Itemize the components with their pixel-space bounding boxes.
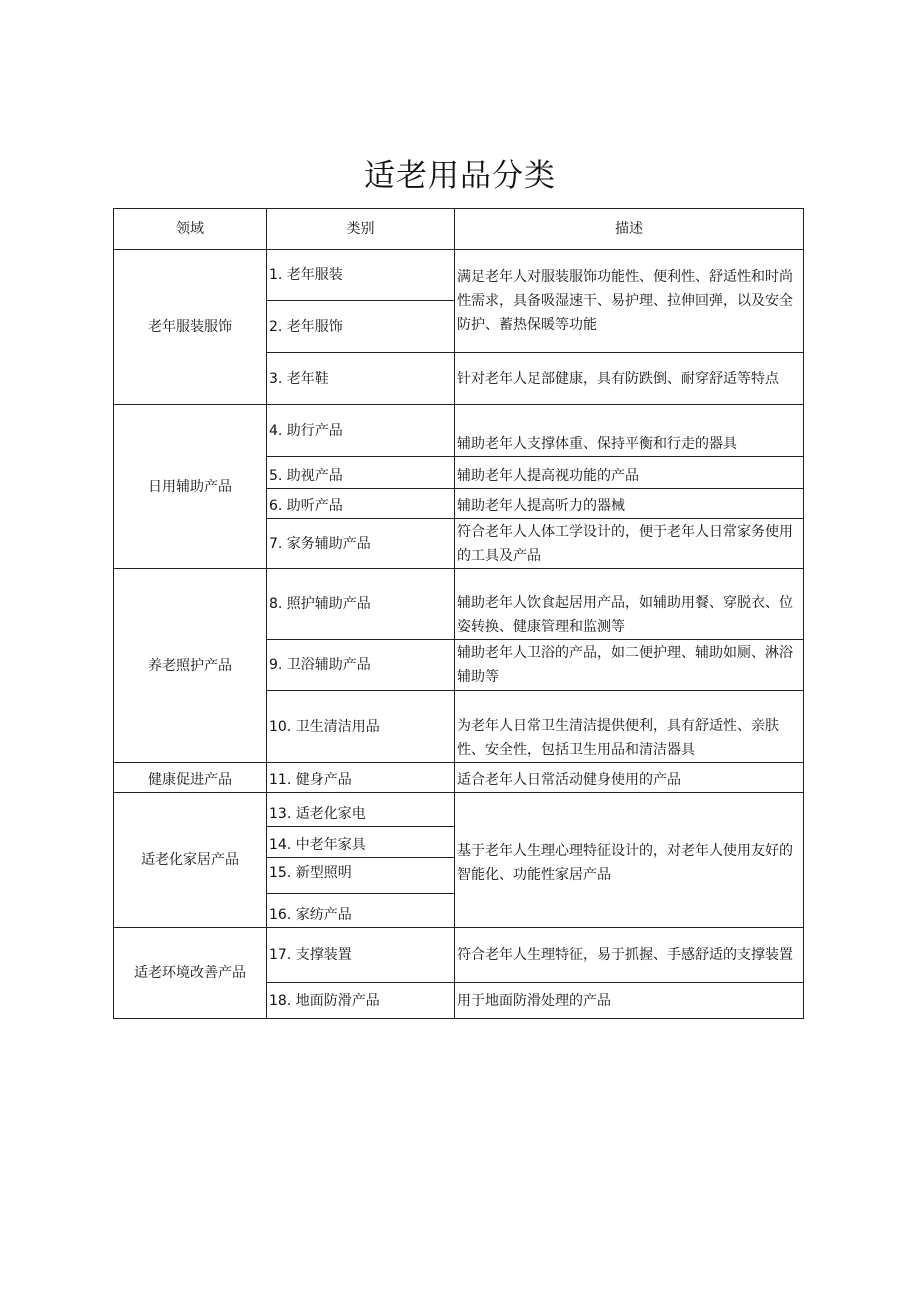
table-row (114, 928, 804, 983)
category-cell: 13. 适老化家电 (267, 793, 455, 827)
product-classification-table (113, 208, 804, 1019)
description-cell: 为老年人日常卫生清洁提供便利，具有舒适性、亲肤性、安全性，包括卫生用品和清洁器具 (455, 691, 804, 763)
description-cell: 辅助老年人支撑体重、保持平衡和行走的器具 (455, 405, 804, 457)
table-row (114, 250, 804, 301)
domain-cell: 日用辅助产品 (114, 405, 267, 569)
page-title: 适老用品分类 (364, 158, 556, 194)
category-cell: 15. 新型照明 (267, 858, 455, 894)
table-row (114, 569, 804, 640)
category-cell: 9. 卫浴辅助产品 (267, 640, 455, 691)
category-cell: 1. 老年服装 (267, 250, 455, 301)
description-cell: 符合老年人人体工学设计的，便于老年人日常家务使用的工具及产品 (455, 519, 804, 569)
category-cell: 10. 卫生清洁用品 (267, 691, 455, 763)
category-cell: 16. 家纺产品 (267, 894, 455, 928)
description-cell: 辅助老年人卫浴的产品，如二便护理、辅助如厕、淋浴辅助等 (455, 640, 804, 691)
description-cell: 基于老年人生理心理特征设计的，对老年人使用友好的智能化、功能性家居产品 (455, 793, 804, 928)
domain-cell: 适老化家居产品 (114, 793, 267, 928)
category-cell: 5. 助视产品 (267, 457, 455, 489)
description-cell: 用于地面防滑处理的产品 (455, 983, 804, 1019)
table-header-row (114, 209, 804, 250)
table-row (114, 793, 804, 827)
category-cell: 7. 家务辅助产品 (267, 519, 455, 569)
description-cell: 适合老年人日常活动健身使用的产品 (455, 763, 804, 793)
domain-cell: 养老照护产品 (114, 569, 267, 763)
description-cell: 符合老年人生理特征，易于抓握、手感舒适的支撑装置 (455, 928, 804, 983)
category-cell: 17. 支撑装置 (267, 928, 455, 983)
category-cell: 18. 地面防滑产品 (267, 983, 455, 1019)
domain-cell: 适老环境改善产品 (114, 928, 267, 1019)
description-cell: 辅助老年人提高视功能的产品 (455, 457, 804, 489)
category-cell: 2. 老年服饰 (267, 301, 455, 353)
header-domain: 领域 (114, 209, 267, 250)
header-description: 描述 (455, 209, 804, 250)
header-category: 类别 (267, 209, 455, 250)
category-cell: 6. 助听产品 (267, 489, 455, 519)
description-cell: 辅助老年人提高听力的器械 (455, 489, 804, 519)
description-cell: 辅助老年人饮食起居用产品，如辅助用餐、穿脱衣、位姿转换、健康管理和监测等 (455, 569, 804, 640)
category-cell: 14. 中老年家具 (267, 827, 455, 858)
domain-cell: 老年服装服饰 (114, 250, 267, 405)
domain-cell: 健康促进产品 (114, 763, 267, 793)
category-cell: 3. 老年鞋 (267, 353, 455, 405)
category-cell: 8. 照护辅助产品 (267, 569, 455, 640)
table-row (114, 405, 804, 457)
category-cell: 4. 助行产品 (267, 405, 455, 457)
category-cell: 11. 健身产品 (267, 763, 455, 793)
table-row (114, 763, 804, 793)
description-cell: 满足老年人对服装服饰功能性、便利性、舒适性和时尚性需求，具备吸湿速干、易护理、拉伸回弹，以及安全防护、蓄热保暖等功能 (455, 250, 804, 353)
description-cell: 针对老年人足部健康，具有防跌倒、耐穿舒适等特点 (455, 353, 804, 405)
